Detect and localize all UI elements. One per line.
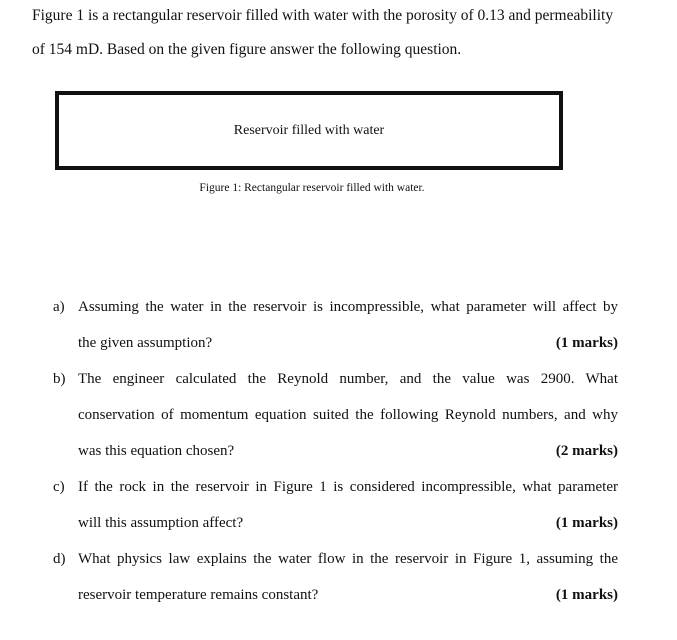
reservoir-figure-label: Reservoir filled with water bbox=[233, 123, 385, 138]
question-d-label: d) bbox=[53, 551, 66, 567]
figure-caption: Figure 1: Rectangular reservoir filled with water. bbox=[199, 182, 425, 194]
question-b-line-1: The engineer calculated the Reynold number, and the value was 2900. What bbox=[78, 371, 618, 387]
intro-line-2: of 154 mD. Based on the given figure answer the following question. bbox=[32, 41, 462, 58]
intro-line-1: Figure 1 is a rectangular reservoir filled with water with the porosity of 0.13 and permeability bbox=[32, 7, 614, 24]
question-a-line-2: the given assumption? bbox=[78, 335, 213, 351]
question-d-marks: (1 marks) bbox=[555, 587, 618, 603]
question-c-line-1: If the rock in the reservoir in Figure 1 is considered incompressible, what parameter bbox=[78, 479, 618, 495]
question-c-line-2: will this assumption affect? bbox=[78, 515, 244, 531]
question-d-line-1: What physics law explains the water flow in the reservoir in Figure 1, assuming the bbox=[78, 551, 618, 567]
question-d-line-2: reservoir temperature remains constant? bbox=[78, 587, 319, 603]
reservoir-figure-box bbox=[55, 91, 563, 170]
question-c-label: c) bbox=[53, 479, 65, 495]
question-b-marks: (2 marks) bbox=[555, 443, 618, 459]
question-a-label: a) bbox=[53, 299, 65, 315]
question-a-marks: (1 marks) bbox=[555, 335, 618, 351]
question-b-label: b) bbox=[53, 371, 66, 387]
question-a-line-1: Assuming the water in the reservoir is incompressible, what parameter will affect by bbox=[78, 299, 618, 315]
question-c-marks: (1 marks) bbox=[555, 515, 618, 531]
question-b-line-3: was this equation chosen? bbox=[78, 443, 235, 459]
question-b-line-2: conservation of momentum equation suited the following Reynold numbers, and why bbox=[78, 407, 618, 423]
